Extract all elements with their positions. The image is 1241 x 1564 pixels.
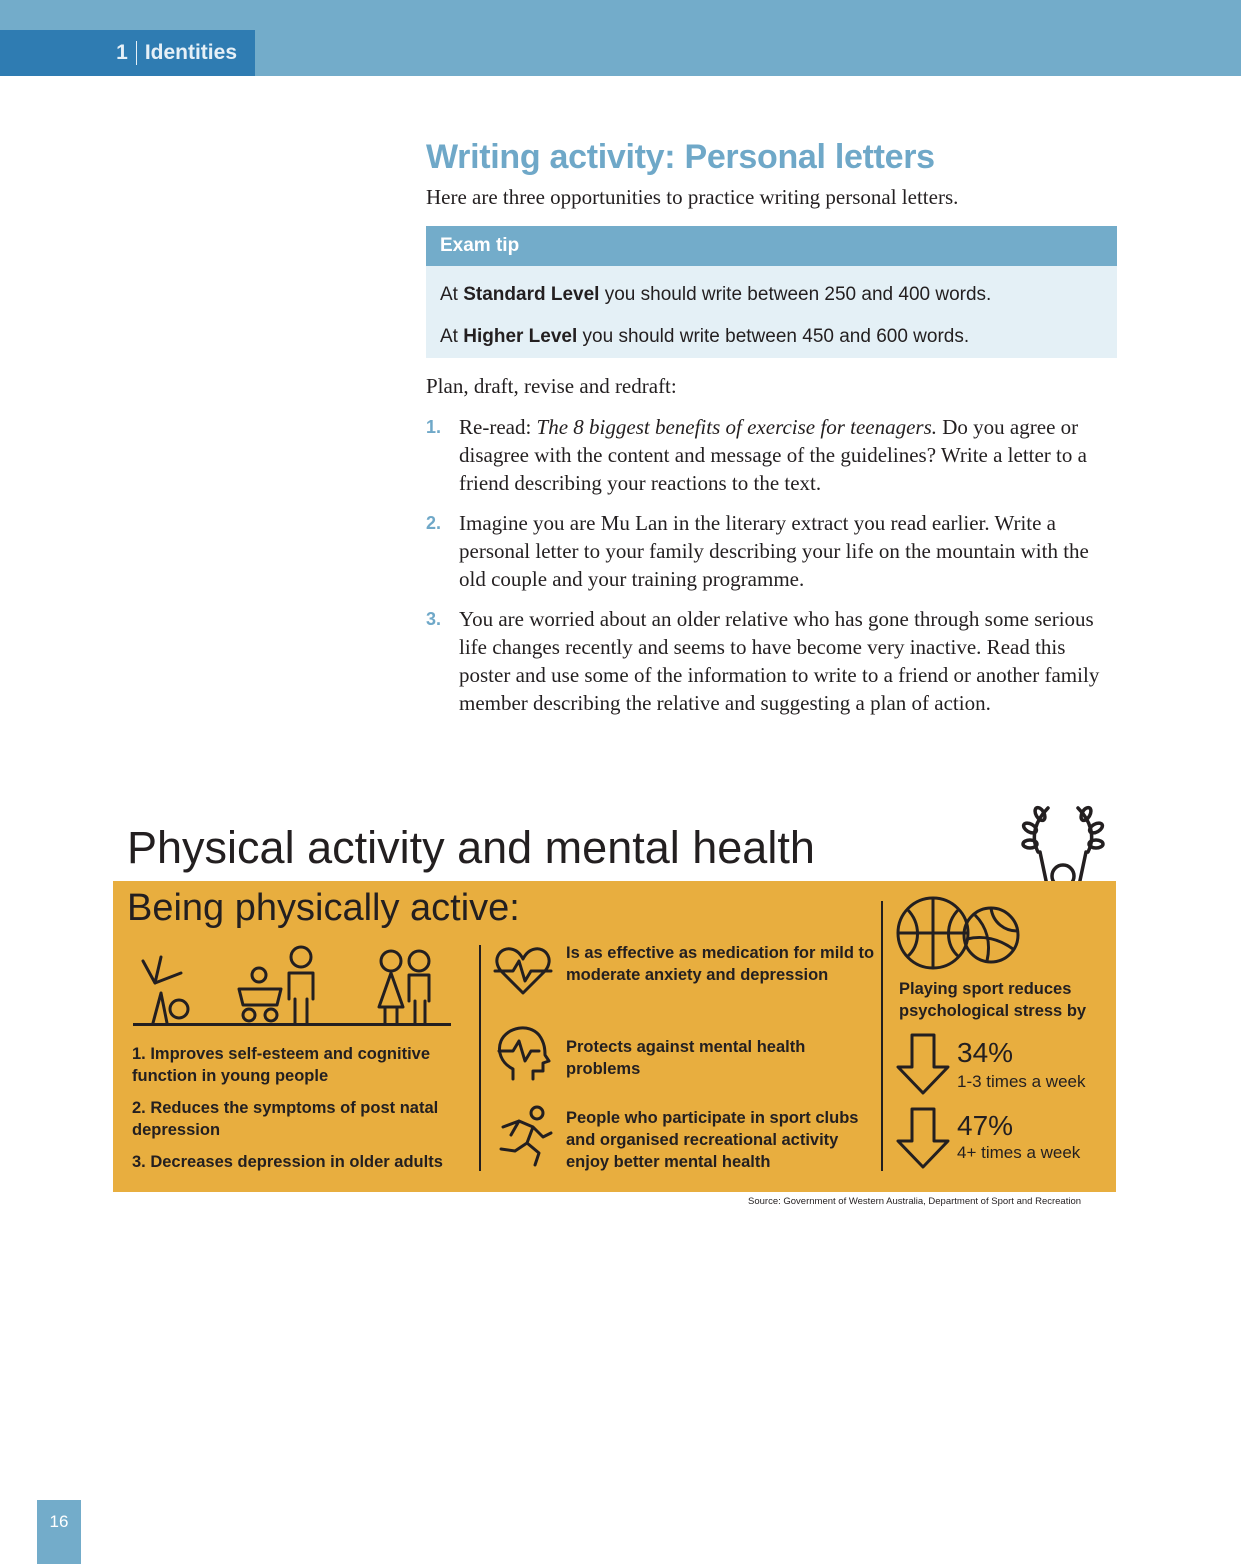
ground-line: [133, 1023, 451, 1026]
benefit-item: 3. Decreases depression in older adults: [132, 1153, 443, 1171]
section-intro: Here are three opportunities to practice writing personal letters.: [426, 185, 959, 209]
benefit-item: 2. Reduces the symptoms of post natal depression: [132, 1099, 439, 1139]
people-activities-icon: [131, 943, 451, 1027]
stat-percent: 47%: [957, 1110, 1014, 1141]
exam-tip-title: Exam tip: [426, 226, 1117, 266]
arrow-down-icon: [896, 1033, 950, 1095]
benefit-item: 1. Improves self-esteem and cognitive function in young people: [132, 1045, 431, 1085]
chapter-title: Identities: [144, 41, 237, 64]
mid-item-protects: Protects against mental health problems: [566, 1038, 806, 1078]
task-item-2: 2. Imagine you are Mu Lan in the literary extract you read earlier. Write a personal letter to your family describing your life on the mountain with the old couple and your training programme.: [426, 511, 1089, 591]
stress-heading: Playing sport reduces psychological stress by: [899, 980, 1087, 1020]
heart-pulse-icon: [493, 945, 553, 997]
poster-source: Source: Government of Western Australia, Department of Sport and Recreation: [748, 1196, 1082, 1207]
exam-tip-higher: At Higher Level you should write between 450 and 600 words.: [440, 326, 970, 347]
chapter-tab: [0, 30, 255, 76]
chapter-separator: [136, 41, 137, 65]
mid-item-medication: Is as effective as medication for mild to moderate anxiety and depression: [566, 944, 875, 984]
poster-subtitle: Being physically active:: [127, 887, 520, 929]
section-heading: Writing activity: Personal letters: [426, 138, 935, 176]
head-pulse-icon: [493, 1023, 553, 1083]
mid-item-sport-clubs: People who participate in sport clubs and organised recreational activity enjoy better mental health: [566, 1109, 859, 1171]
column-divider: [881, 901, 883, 1171]
poster-title: Physical activity and mental health: [127, 822, 815, 873]
stat-frequency: 4+ times a week: [957, 1143, 1081, 1162]
exam-tip-box: [426, 226, 1117, 358]
sport-balls-icon: [895, 893, 1025, 973]
column-divider: [479, 945, 481, 1171]
stat-percent: 34%: [957, 1037, 1014, 1068]
plan-instruction: Plan, draft, revise and redraft:: [426, 374, 677, 398]
main-content: [426, 138, 1118, 729]
exam-tip-standard: At Standard Level you should write between 250 and 400 words.: [440, 284, 992, 305]
stat-frequency: 1-3 times a week: [957, 1072, 1086, 1091]
poster-panel: [113, 881, 1116, 1192]
chapter-number: 1: [116, 41, 128, 64]
page-number: 16: [37, 1500, 81, 1564]
task-item-3: 3. You are worried about an older relative who has gone through some serious life changes recently and seems to have become very inactive. Read this poster and use some of the information to write to a friend or another family member describing the relative and suggesting a plan of action.: [426, 607, 1100, 715]
benefits-list: [132, 1043, 472, 1183]
arrow-down-icon: [896, 1107, 950, 1169]
running-person-icon: [493, 1103, 553, 1169]
exam-tip-body: [426, 266, 1117, 358]
task-item-1: 1. Re-read: The 8 biggest benefits of exercise for teenagers. Do you agree or disagree with the content and message of the guidelines? Write a letter to a friend describing your reactions to the text.: [426, 415, 1087, 495]
task-list: [426, 413, 1118, 717]
